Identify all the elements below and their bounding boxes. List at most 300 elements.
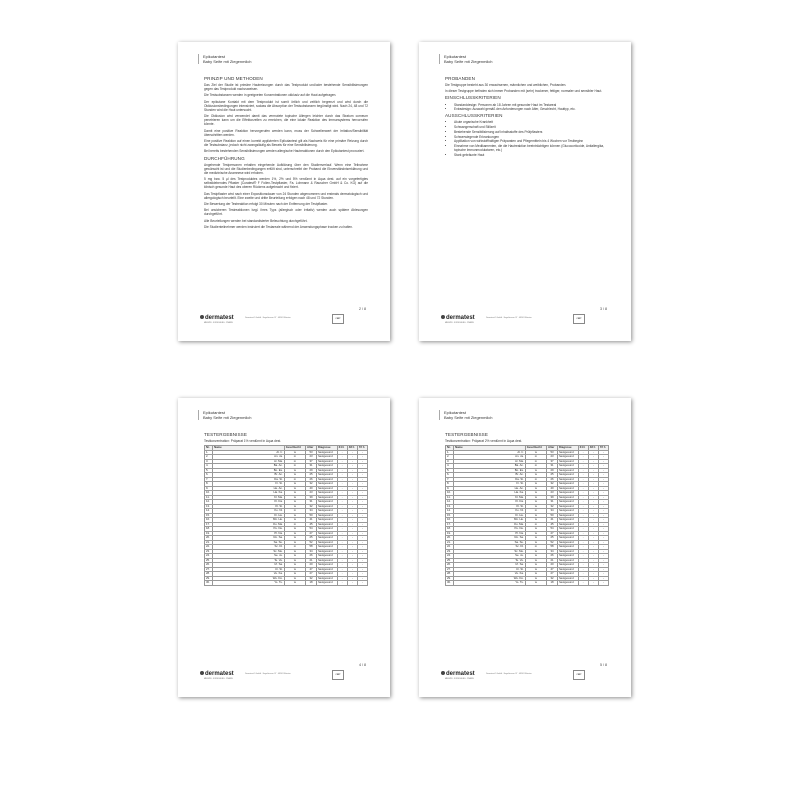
table-cell-age: 25 <box>547 473 558 478</box>
page-number: 5 / 8 <box>600 663 607 667</box>
table-cell-name: Al. Ir. <box>454 450 526 455</box>
table-cell-sex: w <box>525 504 546 509</box>
table-cell-nr: 1. <box>205 450 213 455</box>
table-cell-h72: - <box>357 563 367 568</box>
table-cell-diag: hautgesund <box>558 455 579 460</box>
table-cell-nr: 20. <box>446 536 454 541</box>
table-cell-name: Bo. Es. <box>213 468 285 473</box>
table-cell-sex: w <box>284 482 305 487</box>
dermatest-logo <box>441 315 475 321</box>
table-row <box>205 581 368 586</box>
header-title: Epikutantest <box>444 410 467 415</box>
table-cell-diag: hautgesund <box>317 563 338 568</box>
table-cell-sex: w <box>525 518 546 523</box>
table-cell-name: Ur. St. <box>213 567 285 572</box>
table-cell-h24: - <box>578 509 588 514</box>
table-cell-nr: 7. <box>446 477 454 482</box>
paragraph: Eine positive Reaktion auf einen korrekt applizierten Epikutantest gilt als Nachweis für eine primäre Reizung durch die Testsubstanz, jedoch nicht zwangsläufig als Beweis für eine Sensibilisierung. <box>204 139 368 148</box>
table-cell-h48: - <box>588 468 598 473</box>
table-cell-sex: w <box>284 500 305 505</box>
page-footer <box>200 315 372 327</box>
table-cell-age: 21 <box>306 558 317 563</box>
table-cell-h24: - <box>337 554 347 559</box>
section-title: TESTERGEBNISSE <box>204 432 248 437</box>
table-cell-name: We. Do. <box>213 576 285 581</box>
table-cell-age: 41 <box>547 518 558 523</box>
table-cell-sex: w <box>525 513 546 518</box>
table-cell-diag: hautgesund <box>317 477 338 482</box>
table-cell-sex: w <box>284 576 305 581</box>
table-cell-h72: - <box>357 536 367 541</box>
table-cell-nr: 29. <box>205 576 213 581</box>
table-cell-sex: w <box>525 491 546 496</box>
table-cell-nr: 25. <box>446 558 454 563</box>
table-cell-nr: 7. <box>205 477 213 482</box>
table-cell-nr: 14. <box>205 509 213 514</box>
table-cell-nr: 8. <box>446 482 454 487</box>
table-cell-h24: - <box>337 527 347 532</box>
table-cell-h72: - <box>357 486 367 491</box>
table-cell-h24: - <box>337 567 347 572</box>
table-cell-age: 50 <box>306 513 317 518</box>
section-title: AUSSCHLUSSKRITERIEN <box>445 113 503 119</box>
table-cell-age: 32 <box>547 482 558 487</box>
table-cell-h24: - <box>578 468 588 473</box>
table-cell-h48: - <box>347 477 357 482</box>
table-cell-h72: - <box>357 518 367 523</box>
table-cell-name: Kr. He. <box>213 513 285 518</box>
table-cell-h48: - <box>347 549 357 554</box>
logo-text: dermatest <box>205 671 234 677</box>
paragraph: 5 mg bzw. 5 µl des Testproduktes werden 1%, 2% und 5% verdünnt in Aqua dest. auf ein vorgefertigtes selbstklebendes Pflaster (Curatest® F Folien-Testpflaster, Fa. Lohmann & Rauscher GmbH & Co. KG) auf die klinisch gesunde Haut des oberen Rückens aufgebracht und fixiert. <box>204 177 368 190</box>
table-cell-diag: hautgesund <box>317 495 338 500</box>
table-cell-name: Ba. An. <box>213 464 285 469</box>
table-cell-name: Kr. He. <box>454 513 526 518</box>
table-cell-age: 53 <box>547 450 558 455</box>
table-cell-nr: 17. <box>205 522 213 527</box>
table-cell-h72: - <box>598 531 608 536</box>
table-cell-h24: - <box>337 522 347 527</box>
table-cell-h24: - <box>578 531 588 536</box>
table-cell-sex: w <box>284 554 305 559</box>
table-cell-nr: 3. <box>446 459 454 464</box>
table-cell-nr: 8. <box>205 482 213 487</box>
table-cell-h72: - <box>357 450 367 455</box>
table-cell-age: 41 <box>306 518 317 523</box>
column-header: Nr. <box>205 446 213 451</box>
table-cell-h72: - <box>357 527 367 532</box>
table-cell-name: Uf. Sa. <box>213 563 285 568</box>
table-cell-diag: hautgesund <box>317 450 338 455</box>
test-concentration: Testkonzentration: Präparat 1% verdünnt in Aqua dest. <box>204 439 282 444</box>
paragraph-group <box>204 163 368 229</box>
header-title: Epikutantest <box>203 410 226 415</box>
table-cell-sex: w <box>525 527 546 532</box>
table-cell-name: Ro. Sa. <box>213 536 285 541</box>
table-cell-h48: - <box>347 545 357 550</box>
paragraph: Die Bewertung der Testreaktion erfolgt 30 Minuten nach der Entfernung der Testpflaster. <box>204 201 328 206</box>
table-cell-nr: 4. <box>446 464 454 469</box>
paragraph: Die Studienteilnehmer werden instruiert die Testareale während der Anwendungsphase trocken zu halten. <box>204 224 353 229</box>
table-cell-h48: - <box>347 563 357 568</box>
table-cell-h48: - <box>347 464 357 469</box>
table-cell-name: An. Ja. <box>454 455 526 460</box>
table-cell-age: 23 <box>306 455 317 460</box>
list-item: • Stark gebräunte Haut <box>454 153 609 157</box>
column-header: Geschlecht <box>525 446 546 451</box>
table-cell-h72: - <box>357 495 367 500</box>
table-cell-h48: - <box>347 482 357 487</box>
table-cell-nr: 19. <box>446 531 454 536</box>
column-header: 48 h <box>588 446 598 451</box>
table-cell-age: 52 <box>547 540 558 545</box>
cert-badge-icon: CERT <box>332 670 344 680</box>
table-cell-diag: hautgesund <box>558 486 579 491</box>
page-header <box>198 410 251 420</box>
page-body <box>204 430 368 586</box>
table-cell-name: An. Ja. <box>213 455 285 460</box>
table-cell-h24: - <box>578 477 588 482</box>
table-cell-h24: - <box>578 504 588 509</box>
table-cell-sex: m <box>284 455 305 460</box>
table-cell-h72: - <box>598 486 608 491</box>
table-cell-name: Kl. Da. <box>213 500 285 505</box>
table-cell-h48: - <box>347 500 357 505</box>
test-concentration: Testkonzentration: Präparat 2% verdünnt in Aqua dest. <box>445 439 523 444</box>
table-cell-h48: - <box>347 581 357 586</box>
table-cell-h48: - <box>588 459 598 464</box>
table-cell-nr: 24. <box>205 554 213 559</box>
table-cell-h24: - <box>578 581 588 586</box>
table-cell-age: 32 <box>306 482 317 487</box>
logo-dot-icon <box>200 671 204 675</box>
table-cell-age: 45 <box>547 522 558 527</box>
table-cell-name: Fr. St. <box>213 482 285 487</box>
table-cell-diag: hautgesund <box>317 558 338 563</box>
page-body <box>204 74 368 231</box>
table-cell-h72: - <box>357 572 367 577</box>
table-cell-diag: hautgesund <box>558 572 579 577</box>
table-cell-nr: 18. <box>446 527 454 532</box>
table-cell-diag: hautgesund <box>558 531 579 536</box>
table-cell-h24: - <box>578 540 588 545</box>
table-cell-age: 54 <box>547 527 558 532</box>
table-cell-sex: w <box>525 554 546 559</box>
table-cell-h72: - <box>598 450 608 455</box>
table-cell-h24: - <box>337 509 347 514</box>
list-item: • Bestehende Sensibilisierung auf Inhaltsstoffe des Prüfpflasters <box>454 130 609 134</box>
table-cell-nr: 28. <box>205 572 213 577</box>
table-cell-diag: hautgesund <box>558 554 579 559</box>
paragraph: Die Testgruppe besteht aus 30 erwachsenen, männlichen und weiblichen, Probanden. <box>445 83 567 88</box>
table-cell-nr: 20. <box>205 536 213 541</box>
table-cell-h24: - <box>337 500 347 505</box>
table-cell-h48: - <box>347 491 357 496</box>
table-cell-nr: 1. <box>446 450 454 455</box>
table-cell-name: Pe. De. <box>454 527 526 532</box>
table-cell-diag: hautgesund <box>558 459 579 464</box>
table-cell-h72: - <box>357 522 367 527</box>
table-cell-h24: - <box>337 486 347 491</box>
table-cell-h24: - <box>578 495 588 500</box>
document-page-4 <box>178 398 390 697</box>
table-cell-age: 27 <box>306 572 317 577</box>
footer-address: Dermatest® GmbH · Engelstrasse 37 · 48143 Münster <box>245 317 291 319</box>
table-cell-h48: - <box>588 567 598 572</box>
list-item: • Akute organische Krankheit <box>454 120 609 124</box>
table-cell-name: He. An. <box>213 486 285 491</box>
table-cell-sex: w <box>525 563 546 568</box>
table-cell-h48: - <box>588 500 598 505</box>
table-cell-age: 47 <box>306 567 317 572</box>
document-page-5 <box>419 398 631 697</box>
table-cell-sex: m <box>284 522 305 527</box>
results-table <box>445 445 609 586</box>
table-cell-h48: - <box>588 509 598 514</box>
paragraph: Alle Beurteilungen werden bei standardisierter Beleuchtung durchgeführt. <box>204 218 308 223</box>
table-cell-sex: w <box>284 486 305 491</box>
table-cell-diag: hautgesund <box>558 464 579 469</box>
table-cell-diag: hautgesund <box>317 567 338 572</box>
table-cell-h48: - <box>347 455 357 460</box>
list-item: • Applikation von wirkstoffhaltigen Präparaten und Pflegemitteln bis 4 Wochen vor Testbeginn <box>454 139 609 143</box>
table-cell-h48: - <box>588 473 598 478</box>
table-cell-sex: w <box>284 567 305 572</box>
table-cell-sex: w <box>525 473 546 478</box>
table-cell-name: Pl. Na. <box>213 531 285 536</box>
table-cell-diag: hautgesund <box>558 500 579 505</box>
column-header: Nr. <box>446 446 454 451</box>
table-cell-name: Ha. Ka. <box>454 491 526 496</box>
footer-address: Dermatest® GmbH · Engelstrasse 37 · 48143 Münster <box>486 673 532 675</box>
table-cell-name: Al. Ir. <box>213 450 285 455</box>
table-cell-diag: hautgesund <box>558 527 579 532</box>
table-cell-h72: - <box>598 468 608 473</box>
logo-slogan: MEDIZIN · FORSCHUNG · PRAXIS <box>445 678 474 680</box>
table-cell-nr: 13. <box>205 504 213 509</box>
table-cell-h24: - <box>578 527 588 532</box>
table-cell-age: 31 <box>547 500 558 505</box>
table-cell-name: Ba. An. <box>454 464 526 469</box>
table-cell-h72: - <box>598 572 608 577</box>
table-cell-h48: - <box>588 477 598 482</box>
table-cell-sex: m <box>284 459 305 464</box>
table-cell-age: 31 <box>547 464 558 469</box>
table-cell-h24: - <box>337 563 347 568</box>
table-cell-h48: - <box>588 504 598 509</box>
table-cell-h24: - <box>337 518 347 523</box>
table-cell-h48: - <box>588 455 598 460</box>
table-cell-h72: - <box>598 527 608 532</box>
results-table-body <box>446 450 609 585</box>
table-cell-h24: - <box>337 468 347 473</box>
table-cell-diag: hautgesund <box>317 536 338 541</box>
list-item: • Extradesign: Auswahl gemäß den Anforderungen nach Alter, Geschlecht, Hauttyp, etc. <box>454 107 609 111</box>
table-cell-sex: w <box>525 558 546 563</box>
table-cell-h24: - <box>578 459 588 464</box>
table-cell-sex: m <box>525 522 546 527</box>
table-cell-h48: - <box>347 536 357 541</box>
table-cell-diag: hautgesund <box>558 576 579 581</box>
list-item: • Standarddesign: Personen ab 18 Jahren mit gesunder Haut im Testareal <box>454 103 609 107</box>
table-cell-name: Ro. Sa. <box>454 536 526 541</box>
table-cell-name: Yo. Tu. <box>454 581 526 586</box>
table-cell-age: 58 <box>306 545 317 550</box>
table-cell-h24: - <box>337 536 347 541</box>
table-cell-diag: hautgesund <box>317 540 338 545</box>
logo-slogan: MEDIZIN · FORSCHUNG · PRAXIS <box>445 322 474 324</box>
table-cell-h72: - <box>357 509 367 514</box>
list-item: • Einnahme von Medikamenten, die die Hautreaktion beeinträchtigen können (Glucocorticoide, Antiallergika, topische Immunmodulatoren, etc.) <box>454 144 609 152</box>
table-cell-h24: - <box>337 473 347 478</box>
table-cell-nr: 29. <box>446 576 454 581</box>
table-cell-age: 47 <box>547 567 558 572</box>
paragraph: Der epikutane Kontakt mit dem Testprodukt ist somit örtlich und zeitlich begrenzt und wird durch die Okklusionsbedingungen intensiviert, sodass die Absorption der Testsubstanzen begünstigt wird. Nach 24, 48 und 72 Stunden wird die Haut untersucht. <box>204 99 368 112</box>
table-cell-h48: - <box>588 495 598 500</box>
table-cell-diag: hautgesund <box>558 509 579 514</box>
table-cell-sex: w <box>284 536 305 541</box>
table-cell-sex: w <box>284 468 305 473</box>
table-cell-name: Mü. He. <box>213 518 285 523</box>
table-cell-name: Ar. Ma. <box>454 459 526 464</box>
table-cell-h48: - <box>347 450 357 455</box>
table-cell-age: 27 <box>547 531 558 536</box>
table-cell-h72: - <box>357 540 367 545</box>
header-title: Epikutantest <box>203 54 226 59</box>
table-cell-diag: hautgesund <box>317 545 338 550</box>
table-cell-h72: - <box>598 513 608 518</box>
table-cell-h72: - <box>598 567 608 572</box>
section-title: PROBANDEN <box>445 76 475 81</box>
table-cell-h24: - <box>578 486 588 491</box>
table-cell-h72: - <box>598 482 608 487</box>
table-cell-h24: - <box>578 513 588 518</box>
table-cell-h72: - <box>357 491 367 496</box>
table-cell-name: Ko. Ni. <box>213 509 285 514</box>
table-cell-h48: - <box>347 486 357 491</box>
table-cell-diag: hautgesund <box>317 486 338 491</box>
table-cell-nr: 11. <box>446 495 454 500</box>
table-cell-name: Kl. St. <box>454 504 526 509</box>
table-cell-h48: - <box>588 558 598 563</box>
table-cell-h24: - <box>337 572 347 577</box>
table-cell-h24: - <box>337 531 347 536</box>
table-cell-sex: w <box>284 531 305 536</box>
table-cell-name: Fr. St. <box>454 482 526 487</box>
column-header: Alter <box>306 446 317 451</box>
page-number: 4 / 8 <box>359 663 366 667</box>
table-cell-name: Ko. Ni. <box>454 509 526 514</box>
table-cell-diag: hautgesund <box>317 468 338 473</box>
table-cell-diag: hautgesund <box>317 572 338 577</box>
table-cell-h72: - <box>598 500 608 505</box>
page-header <box>198 54 251 64</box>
table-cell-h72: - <box>598 558 608 563</box>
table-cell-age: 27 <box>306 531 317 536</box>
table-cell-diag: hautgesund <box>317 504 338 509</box>
table-cell-age: 23 <box>547 491 558 496</box>
table-cell-age: 29 <box>547 468 558 473</box>
section-title: DURCHFÜHRUNG <box>204 155 245 161</box>
table-cell-diag: hautgesund <box>558 495 579 500</box>
table-cell-h48: - <box>347 473 357 478</box>
table-cell-age: 37 <box>547 459 558 464</box>
table-cell-age: 18 <box>547 581 558 586</box>
table-cell-diag: hautgesund <box>558 482 579 487</box>
table-cell-age: 34 <box>547 549 558 554</box>
page-body <box>445 430 609 586</box>
table-cell-age: 27 <box>547 572 558 577</box>
table-cell-h72: - <box>598 518 608 523</box>
cert-badge-icon: CERT <box>573 314 585 324</box>
table-cell-h48: - <box>588 513 598 518</box>
column-header: Diagnose <box>558 446 579 451</box>
table-cell-nr: 5. <box>205 468 213 473</box>
column-header: Alter <box>547 446 558 451</box>
table-cell-h48: - <box>347 509 357 514</box>
page-footer <box>441 671 613 683</box>
table-cell-nr: 11. <box>205 495 213 500</box>
table-cell-nr: 14. <box>446 509 454 514</box>
table-cell-h72: - <box>357 554 367 559</box>
table-cell-h48: - <box>588 536 598 541</box>
table-cell-h72: - <box>357 567 367 572</box>
logo-slogan: MEDIZIN · FORSCHUNG · PRAXIS <box>204 322 233 324</box>
table-cell-h24: - <box>337 576 347 581</box>
table-cell-h24: - <box>578 482 588 487</box>
table-cell-diag: hautgesund <box>558 468 579 473</box>
table-cell-name: Kl. Da. <box>454 500 526 505</box>
table-cell-diag: hautgesund <box>317 531 338 536</box>
table-cell-nr: 3. <box>205 459 213 464</box>
page-number: 2 / 8 <box>359 307 366 311</box>
table-cell-nr: 22. <box>446 545 454 550</box>
table-cell-h24: - <box>337 464 347 469</box>
table-cell-name: Kl. Ma. <box>454 495 526 500</box>
table-cell-diag: hautgesund <box>317 581 338 586</box>
table-cell-diag: hautgesund <box>317 482 338 487</box>
table-cell-nr: 23. <box>205 549 213 554</box>
column-header: Name <box>454 446 526 451</box>
table-cell-diag: hautgesund <box>317 549 338 554</box>
table-cell-h24: - <box>337 504 347 509</box>
table-cell-nr: 24. <box>446 554 454 559</box>
logo-dot-icon <box>441 315 445 319</box>
header-subtitle: Baby Seife mit Ziegenmilch <box>203 59 252 64</box>
table-cell-nr: 17. <box>446 522 454 527</box>
table-cell-h24: - <box>578 522 588 527</box>
table-cell-sex: w <box>284 581 305 586</box>
column-header: 48 h <box>347 446 357 451</box>
table-cell-nr: 15. <box>446 513 454 518</box>
table-cell-diag: hautgesund <box>317 554 338 559</box>
table-cell-h24: - <box>337 491 347 496</box>
table-cell-h24: - <box>337 495 347 500</box>
table-cell-h24: - <box>578 558 588 563</box>
table-cell-nr: 28. <box>446 572 454 577</box>
table-cell-sex: m <box>525 459 546 464</box>
table-cell-h72: - <box>357 464 367 469</box>
table-cell-age: 53 <box>306 450 317 455</box>
table-cell-h72: - <box>357 504 367 509</box>
table-cell-age: 23 <box>306 491 317 496</box>
table-cell-age: 25 <box>306 473 317 478</box>
results-table-body <box>205 450 368 585</box>
table-cell-sex: w <box>525 572 546 577</box>
table-cell-name: Mü. He. <box>454 518 526 523</box>
footer-address: Dermatest® GmbH · Engelstrasse 37 · 48143 Münster <box>245 673 291 675</box>
column-header: Geschlecht <box>284 446 305 451</box>
